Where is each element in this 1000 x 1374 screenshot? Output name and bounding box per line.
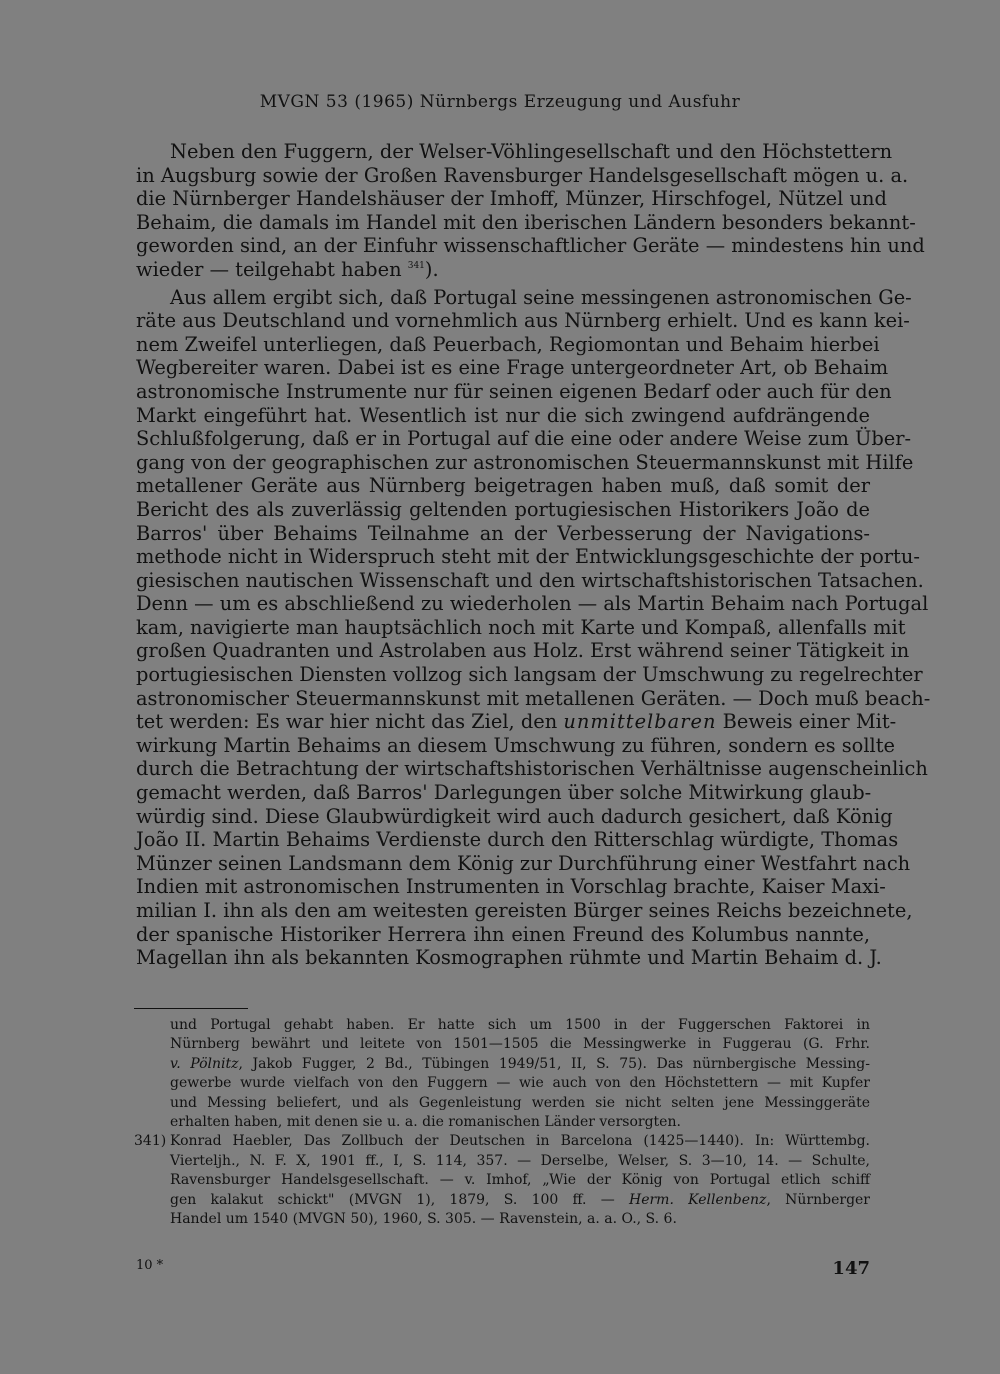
footnote-line: Nürnberg bewährt und leitete von 1501—1505 die Messingwerke in Fuggerau (G. Frhr. [170,1036,870,1053]
text-line: astronomischer Steuermannskunst mit metallenen Geräten. — Doch muß beach- [136,686,931,710]
text-line: Denn — um es abschließend zu wiederholen — als Martin Behaim nach Portugal [136,592,929,616]
footnote-reference: 341 [407,260,425,271]
text-line: Behaim, die damals im Handel mit den iberischen Ländern besonders bekannt- [136,210,916,234]
text-line: der spanische Historiker Herrera ihn einen Freund des Kolumbus nannte, [136,922,870,946]
text-fragment: Konrad Haebler, Das Zollbuch der Deutschen in Barcelona (1425—1440). In: Württembg. [170,1133,870,1150]
footnote-line: Handel um 1540 (MVGN 50), 1960, S. 305. — Ravenstein, a. a. O., S. 6. [170,1211,677,1228]
text-line: João II. Martin Behaims Verdienste durch den Ritterschlag würdigte, Thomas [136,828,899,852]
text-fragment: , Jakob Fugger, 2 Bd., Tübingen 1949/51, II, S. 75). Das nürnbergische Messing- [238,1055,870,1072]
text-line: räte aus Deutschland und vornehmlich aus Nürnberg erhielt. Und es kann kei- [136,309,910,333]
text-line [136,710,897,734]
text-line: gang von der geographischen zur astronomischen Steuermannskunst mit Hilfe [136,450,914,474]
text-line: Bericht des als zuverlässig geltenden portugiesischen Historikers João de [136,497,870,521]
footnote-line: Ravensburger Handelsgesellschaft. — v. Imhof, „Wie der König von Portugal etlich schiff [170,1172,870,1189]
text-line: methode nicht in Widerspruch steht mit der Entwicklungsgeschichte der portu- [136,545,920,569]
text-line: Schlußfolgerung, daß er in Portugal auf die eine oder andere Weise zum Über- [136,427,912,451]
text-fragment: tet werden: Es war hier nicht das Ziel, den [136,710,558,734]
text-fragment: wieder — teilgehabt haben [136,257,402,281]
text-line: Magellan ihn als bekannten Kosmographen rühmte und Martin Behaim d. J. [136,946,882,970]
text-line: astronomische Instrumente nur für seinen eigenen Bedarf oder auch für den [136,379,892,403]
text-line: metallener Geräte aus Nürnberg beigetragen haben muß, daß somit der [136,474,870,498]
text-fragment: , Nürnberger [766,1191,871,1208]
text-line: geworden sind, an der Einfuhr wissenschaftlicher Geräte — mindestens hin und [136,234,925,258]
text-line: durch die Betrachtung der wirtschaftshistorischen Verhältnisse augenscheinlich [136,757,928,781]
text-line: würdig sind. Diese Glaubwürdigkeit wird auch dadurch gesichert, daß König [136,804,893,828]
text-line: kam, navigierte man hauptsächlich noch mit Karte und Kompaß, allenfalls mit [136,615,906,639]
paragraph-1 [136,140,925,282]
text-line: milian I. ihn als den am weitesten gereisten Bürger seines Reichs bezeichnete, [136,899,913,922]
footnote-line [134,1055,870,1074]
emphasized-text: Herm. Kellenbenz [628,1191,767,1208]
text-fragment: gen kalakut schickt" (MVGN 1), 1879, S. 100 ff. — [170,1191,615,1208]
footnote-line [134,1191,870,1210]
text-line: Barros' über Behaims Teilnahme an der Verbesserung der Navigations- [136,521,870,545]
footnote-line: und Portugal gehabt haben. Er hatte sich um 1500 in der Fuggerschen Faktorei in [170,1017,870,1033]
text-fragment: ). [424,257,439,281]
text-line: Wegbereiter waren. Dabei ist es eine Frage untergeordneter Art, ob Behaim [136,356,889,380]
text-line: wirkung Martin Behaims an diesem Umschwung zu führen, sondern es sollte [136,733,896,757]
footnote-line: gewerbe wurde vielfach von den Fuggern — wie auch von den Höchstettern — mit Kupfer [170,1075,870,1092]
text-line: portugiesischen Diensten vollzog sich langsam der Umschwung zu regelrechter [136,663,923,687]
footnotes [134,1016,870,1229]
paragraph-2 [136,285,931,970]
text-line: Indien mit astronomischen Instrumenten in Vorschlag brachte, Kaiser Maxi- [136,875,886,899]
page-number: 147 [832,1258,870,1279]
text-fragment: Beweis einer Mit- [722,710,897,734]
text-line: die Nürnberger Handelshäuser der Imhoff, Münzer, Hirschfogel, Nützel und [136,187,887,211]
text-line: Aus allem ergibt sich, daß Portugal seine messingenen astronomischen Ge- [170,285,912,309]
text-line: Münzer seinen Landsmann dem König zur Durchführung einer Westfahrt nach [136,851,911,875]
footnote-separator [134,1008,248,1009]
emphasized-text: unmittelbaren [563,710,717,734]
text-line [136,258,870,282]
footnote-341 [134,1132,870,1229]
footnote-number: 341) [134,1133,167,1150]
text-line: nem Zweifel unterliegen, daß Peuerbach, Regiomontan und Behaim hierbei [136,332,880,356]
text-line: großen Quadranten und Astrolaben aus Holz. Erst während seiner Tätigkeit in [136,639,910,663]
text-line: gemacht werden, daß Barros' Darlegungen über solche Mitwirkung glaub- [136,781,872,805]
text-line: giesischen nautischen Wissenschaft und den wirtschaftshistorischen Tatsachen. [136,568,924,592]
text-line: in Augsburg sowie der Großen Ravensburger Handelsgesellschaft mögen u. a. [136,163,909,187]
text-line: Neben den Fuggern, der Welser-Vöhlingesellschaft und den Höchstettern [170,140,893,163]
footnote-line: und Messing beliefert, und als Gegenleistung werden sie nicht selten jene Messinggeräte [170,1094,870,1111]
body-text [136,140,931,970]
footnote-line: erhalten haben, mit denen sie u. a. die romanischen Länder versorgten. [170,1114,681,1131]
running-head: MVGN 53 (1965) Nürnbergs Erzeugung und Ausfuhr [259,92,741,112]
emphasized-text: v. Pölnitz [170,1055,239,1072]
footnote-line: Vierteljh., N. F. X, 1901 ff., I, S. 114, 357. — Derselbe, Welser, S. 3—10, 14. — Schulte, [170,1152,870,1169]
footnote-line [134,1132,870,1151]
signature-mark: 10 * [136,1258,164,1273]
text-line: Markt eingeführt hat. Wesentlich ist nur die sich zwingend aufdrängende [136,403,870,427]
footnote-continuation [134,1016,870,1132]
